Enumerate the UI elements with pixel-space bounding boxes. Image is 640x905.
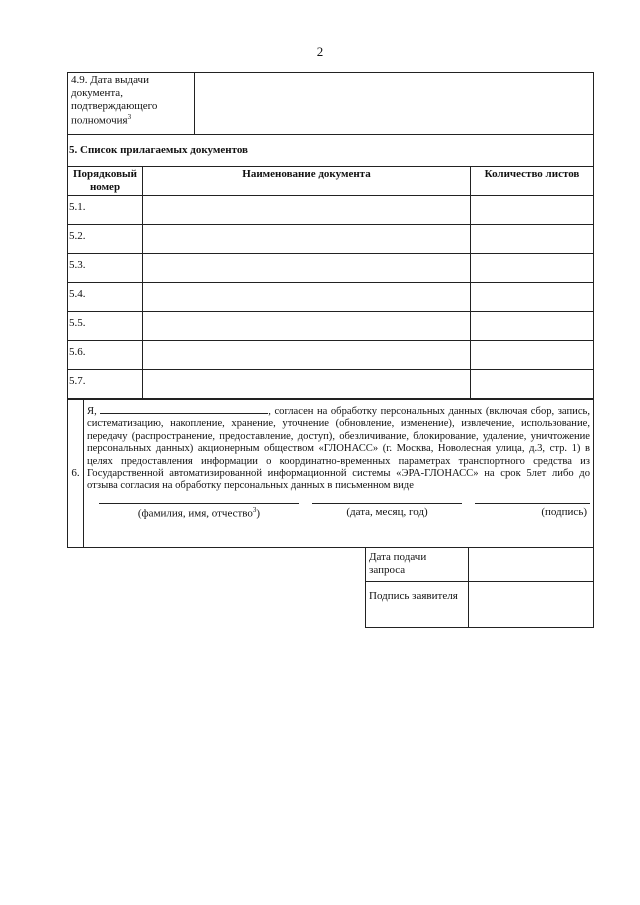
- table-row: [68, 369, 594, 398]
- sheet-count-cell[interactable]: [471, 195, 594, 224]
- document-name-cell[interactable]: [143, 369, 471, 398]
- request-footer-table: [365, 547, 594, 628]
- section-4-9-table: [67, 72, 594, 135]
- section-4-9-value-cell[interactable]: [195, 73, 594, 135]
- footnote-marker: 3: [252, 505, 257, 514]
- applicant-signature-label: Подпись заявителя: [366, 582, 469, 628]
- section-5-table: [67, 134, 594, 399]
- sheet-count-cell[interactable]: [471, 340, 594, 369]
- table-row: [68, 311, 594, 340]
- row-number: 5.2.: [68, 224, 143, 253]
- signature-field[interactable]: (подпись): [475, 503, 590, 521]
- header-number: Порядковый номер: [68, 167, 143, 196]
- row-number: 5.5.: [68, 311, 143, 340]
- section-4-9-label: 4.9. Дата выдачи документа, подтверждающего полномочия$^3$: [68, 73, 195, 135]
- row-number: 5.3.: [68, 253, 143, 282]
- row-number: 5.1.: [68, 195, 143, 224]
- section-6-number: 6.: [68, 400, 84, 548]
- document-name-cell[interactable]: [143, 340, 471, 369]
- section-5-title: 5. Список прилагаемых документов: [68, 135, 594, 167]
- sheet-count-cell[interactable]: [471, 282, 594, 311]
- row-number: 5.6.: [68, 340, 143, 369]
- signature-row: [87, 503, 590, 521]
- table-row: [68, 253, 594, 282]
- sheet-count-cell[interactable]: [471, 369, 594, 398]
- sheet-count-cell[interactable]: [471, 224, 594, 253]
- sheet-count-cell[interactable]: [471, 311, 594, 340]
- footnote-marker: 3: [127, 112, 132, 121]
- applicant-signature-value[interactable]: [469, 582, 594, 628]
- request-date-value[interactable]: [469, 548, 594, 582]
- header-sheet-count: Количество листов: [471, 167, 594, 196]
- request-date-label: Дата подачи запроса: [366, 548, 469, 582]
- row-number: 5.7.: [68, 369, 143, 398]
- document-name-cell[interactable]: [143, 311, 471, 340]
- consent-text: Я, , согласен на обработку персональных данных (включая сбор, запись, систематизацию, накопление, хранение, уточнение (обновление, изменение), извлечение, использование, передачу (распространение, предоставление, доступ), обезличивание, блокирование, удаление, уничтожение персональных данных) акционерным обществом «ГЛОНАСС» (г. Москва, Новолесная улица, д.3, стр. 1) в целях предоставления информации о координатно-временных параметрах транспортного средства из Государственной автоматизированной информационной системы «ЭРА-ГЛОНАСС» на срок 5лет либо до отзыва согласия на обработку персональных данных в письменном виде: [87, 402, 590, 493]
- sheet-count-cell[interactable]: [471, 253, 594, 282]
- document-name-cell[interactable]: [143, 282, 471, 311]
- date-field[interactable]: (дата, месяц, год): [312, 503, 462, 521]
- table-row: [68, 195, 594, 224]
- page-number: 2: [316, 44, 324, 59]
- document-name-cell[interactable]: [143, 253, 471, 282]
- table-row: [68, 340, 594, 369]
- document-name-cell[interactable]: [143, 195, 471, 224]
- document-name-cell[interactable]: [143, 224, 471, 253]
- consent-cell: [84, 400, 594, 548]
- table-row: [68, 282, 594, 311]
- applicant-name-blank[interactable]: [100, 402, 268, 414]
- fio-field[interactable]: (фамилия, имя, отчество$^3$): [99, 503, 299, 521]
- header-document-name: Наименование документа: [143, 167, 471, 196]
- row-number: 5.4.: [68, 282, 143, 311]
- table-row: [68, 224, 594, 253]
- section-6-table: [67, 399, 594, 548]
